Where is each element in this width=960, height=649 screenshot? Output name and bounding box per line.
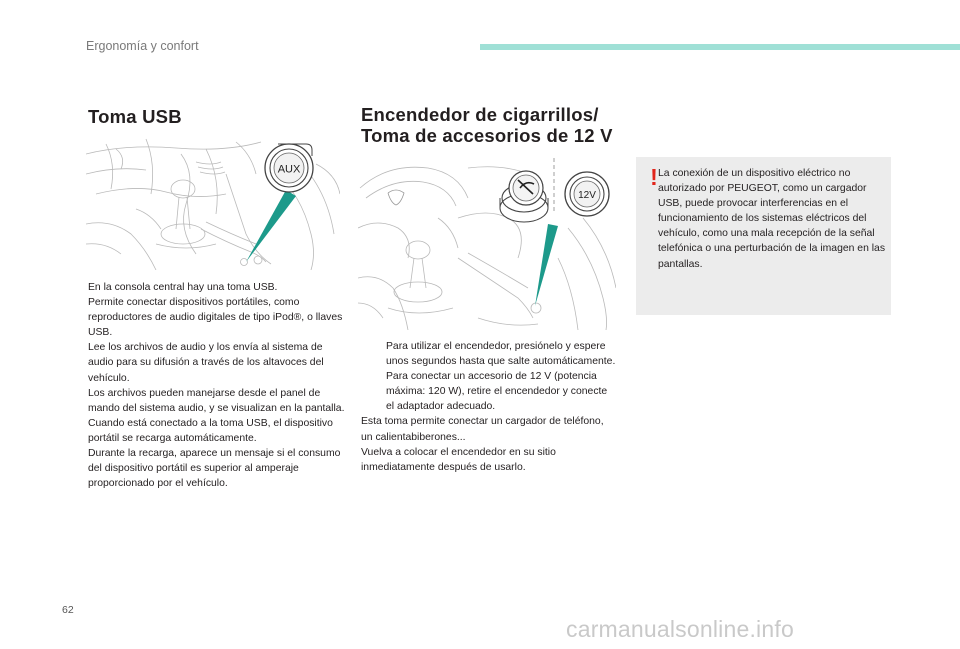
cigarette-lighter-icon bbox=[500, 171, 548, 222]
usb-heading: Toma USB bbox=[88, 106, 182, 127]
lighter-callout-pointer bbox=[535, 224, 558, 306]
header-section-title: Ergonomía y confort bbox=[86, 39, 199, 53]
12v-label: 12V bbox=[578, 190, 596, 201]
instruction-item bbox=[361, 339, 616, 369]
aux-socket-icon bbox=[265, 144, 313, 192]
usb-paragraph: Los archivos pueden manejarse desde el panel de mando del sistema audio, y se visualizan en la pantalla. bbox=[88, 387, 345, 414]
lighter-description bbox=[361, 339, 616, 475]
lighter-paragraph: Esta toma permite conectar un cargador de teléfono, un calientabiberones... bbox=[361, 416, 604, 443]
page-number: 62 bbox=[62, 604, 74, 616]
warning-text: La conexión de un dispositivo eléctrico no autorizado por PEUGEOT, como un cargador USB, puede provocar interferencias en el funcionamiento de los sistemas eléctricos del vehículo, como una mala recepción de la señal telefónica o una perturbación de la imagen en las pantallas. bbox=[658, 168, 886, 270]
usb-paragraph: Cuando está conectado a la toma USB, el dispositivo portátil se recarga automáticamente. bbox=[88, 417, 333, 444]
lighter-paragraph: Vuelva a colocar el encendedor en su sitio inmediatamente después de usarlo. bbox=[361, 446, 556, 473]
usb-callout-pointer bbox=[246, 190, 296, 262]
instruction-text: Para conectar un accesorio de 12 V (potencia máxima: 120 W), retire el encendedor y conecte el adaptador adecuado. bbox=[386, 371, 608, 413]
lighter-heading-line2: Toma de accesorios de 12 V bbox=[361, 125, 613, 146]
lighter-heading bbox=[361, 104, 613, 146]
lighter-heading-line1: Encendedor de cigarrillos/ bbox=[361, 104, 599, 125]
instruction-item bbox=[361, 369, 616, 414]
12v-socket-icon bbox=[565, 172, 609, 216]
usb-paragraph: En la consola central hay una toma USB. bbox=[88, 282, 278, 293]
aux-label: AUX bbox=[277, 163, 301, 176]
usb-description bbox=[88, 280, 348, 491]
warning-box bbox=[636, 157, 891, 315]
header-accent-bar bbox=[480, 44, 960, 50]
watermark: carmanualsonline.info bbox=[566, 616, 794, 642]
lighter-console-illustration bbox=[358, 158, 616, 330]
usb-console-illustration bbox=[86, 134, 340, 270]
usb-paragraph: Permite conectar dispositivos portátiles, como reproductores de audio digitales de tipo iPod®, o llaves USB. bbox=[88, 297, 343, 339]
usb-paragraph: Lee los archivos de audio y los envía al sistema de audio para su difusión a través de los altavoces del vehículo. bbox=[88, 342, 324, 384]
instruction-text: Para utilizar el encendedor, presiónelo y espere unos segundos hasta que salte automáticamente. bbox=[386, 341, 616, 368]
usb-console-drawing bbox=[86, 134, 340, 270]
lighter-console-drawing bbox=[358, 158, 616, 330]
exclamation-icon: ! bbox=[650, 164, 658, 190]
usb-paragraph: Durante la recarga, aparece un mensaje si el consumo del dispositivo portátil es superior al amperaje proporcionado por el vehículo. bbox=[88, 448, 341, 490]
